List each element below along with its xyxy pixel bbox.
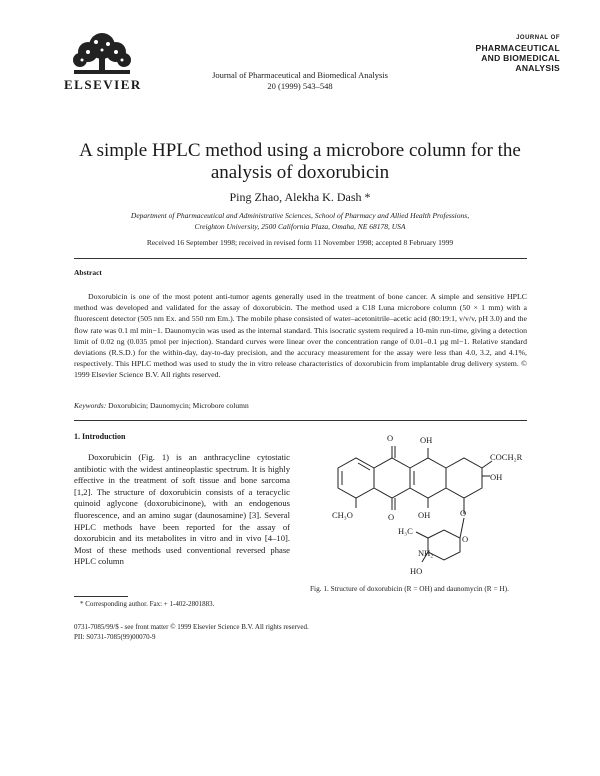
journal-brand-line3: ANALYSIS <box>515 63 560 73</box>
article-title <box>60 140 540 184</box>
label-h3c: H₃C <box>398 526 413 536</box>
label-o-ring: O <box>462 534 469 544</box>
label-o-link: O <box>460 508 467 518</box>
label-o-bottom: O <box>388 512 395 522</box>
divider-top <box>74 258 527 259</box>
ring-a <box>338 458 374 498</box>
introduction-text: Doxorubicin (Fig. 1) is an anthracycline cytostatic antibiotic with the widest antineoplastic spectrum. It is highly effective in the treatment of soft tissue and bone sarcoma [1,2]. The structure of doxorubicin consists of a teracyclic quinoid aglycone (doxorubicinone), with an endogenous fluorescence, and an amino sugar (daunosamine) [3]. Several HPLC methods have been reported for the assay of doxorubicin and its metabolites in vitro and in vivo [4–10]. Most of these methods used conventional reversed phase HPLC column <box>74 452 290 567</box>
footnote: * Corresponding author. Fax: + 1-402-2801883. <box>80 600 215 608</box>
journal-brand-small: JOURNAL OF <box>516 35 560 41</box>
keywords-label: Keywords: <box>74 401 107 410</box>
copyright-block <box>74 622 309 642</box>
label-o-top: O <box>387 433 394 443</box>
label-coch2r: COCH₂R <box>490 452 523 462</box>
journal-citation-line1: Journal of Pharmaceutical and Biomedical Analysis <box>212 70 388 80</box>
figure-caption: Fig. 1. Structure of doxorubicin (R = OH) and daunomycin (R = H). <box>310 584 509 593</box>
article-dates: Received 16 September 1998; received in revised form 11 November 1998; accepted 8 February 1999 <box>146 238 454 247</box>
journal-brand-line1: PHARMACEUTICAL <box>475 43 560 53</box>
journal-citation <box>160 70 440 92</box>
title-line2: analysis of doxorubicin <box>210 162 390 183</box>
footnote-divider <box>74 596 128 597</box>
journal-brand <box>450 33 560 73</box>
keywords-list: Doxorubicin; Daunomycin; Microbore column <box>106 401 249 410</box>
label-ch3o: CH₃O <box>332 510 353 520</box>
section-heading-introduction: 1. Introduction <box>74 432 126 441</box>
abstract-text: Doxorubicin is one of the most potent anti-tumor agents generally used in the treatment of bone cancer. A simple and sensitive HPLC method was developed and validated for the assay of doxorubicin. The method used a C18 Luna microbore column (50 × 1 mm) with a fluorescent detector (505 nm Ex. and 550 nm Em.). The mobile phase consisted of water–acetonitrile–acetic acid (80:19:1, v/v/v, pH 3.0) and the flow rate was 0.1 ml min−1. Daunomycin was used as the internal standard. This isocratic system required a 10-min run-time, giving a detection limit of 0.02 ng (0.035 pmol per injection). Standard curves were linear over the concentration range of 0.01–0.1 µg ml−1. Relative standard deviations (R.S.D.) for the within-day, day-to-day precision, and the accuracy measurement for the assay were less than 4.0, 3.2, and 4.1%, respectively. This HPLC method was used to study the in vitro release characteristics of doxorubicin from implantable drug delivery system. © 1999 Elsevier Science B.V. All rights reserved. <box>74 292 527 380</box>
keywords <box>74 401 249 410</box>
affiliation-line2: Creighton University, 2500 California Plaza, Omaha, NE 68178, USA <box>194 222 406 231</box>
label-ho: HO <box>410 566 423 576</box>
label-oh-right: OH <box>490 472 503 482</box>
affiliation-line1: Department of Pharmaceutical and Administrative Sciences, School of Pharmacy and Allied Health Professions, <box>130 211 470 220</box>
abstract-heading: Abstract <box>74 268 102 277</box>
publisher-name: ELSEVIER <box>64 77 142 92</box>
ring-d <box>446 458 482 498</box>
title-line1: A simple HPLC method using a microbore column for the <box>79 140 521 161</box>
label-nh2: NH₂ <box>418 548 434 558</box>
journal-citation-line2: 20 (1999) 543–548 <box>267 81 333 91</box>
ring-b <box>374 458 410 498</box>
divider-bottom <box>74 420 527 421</box>
label-oh-bottom: OH <box>418 510 431 520</box>
label-oh-top: OH <box>420 435 433 445</box>
authors: Ping Zhao, Alekha K. Dash * <box>229 190 371 204</box>
copyright-line2: PII: S0731-7085(99)00070-9 <box>74 633 156 641</box>
journal-brand-line2: AND BIOMEDICAL <box>481 53 560 63</box>
doxorubicin-structure-figure <box>318 428 523 578</box>
ring-c <box>410 458 446 498</box>
affiliation <box>75 210 525 232</box>
copyright-line1: 0731-7085/99/$ - see front matter © 1999 Elsevier Science B.V. All rights reserved. <box>74 623 309 631</box>
